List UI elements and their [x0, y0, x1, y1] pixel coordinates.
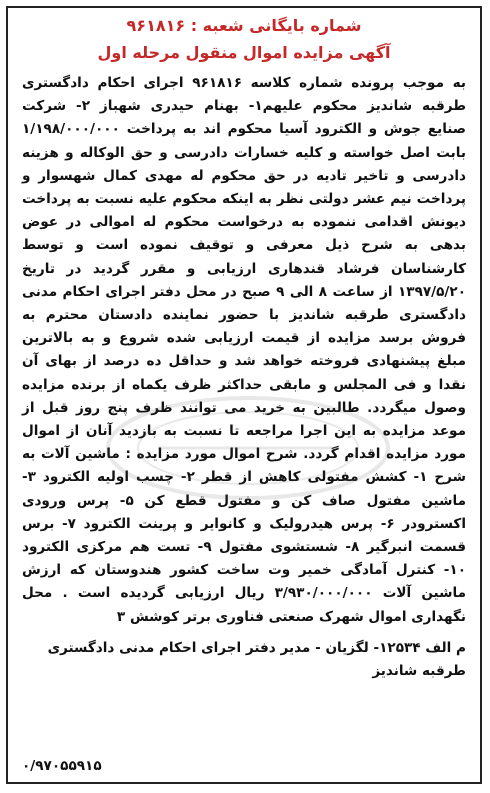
- notice-title: آگهی مزایده اموال منقول مرحله اول: [97, 43, 391, 62]
- notice-body: [8, 66, 480, 629]
- notice-signature: م الف ۱۲۵۳۴- لگزیان - مدیر دفتر اجرای احکام مدنی دادگستری طرقبه شاندیز: [47, 639, 466, 680]
- archive-number: شماره بایگانی شعبه : ۹۶۱۸۱۶: [126, 16, 362, 35]
- notice-body-text: به موجب پرونده شماره کلاسه ۹۶۱۸۱۶ اجرای احکام دادگستری طرقبه شاندیز محکوم علیهم۱- بهنام حیدری شهباز ۲- شرکت صنایع جوش و الکترود آسیا محکوم اند به پرداخت ۱/۱۹۸/۰۰۰/۰۰۰ بابت اصل خواسته و کلیه خسارات دادرسی و حق الوکاله و هزینه دادرسی و تاخیر تادیه در حق محکوم له مهدی کمال شهسوار و پرداخت نیم عشر دولتی نظر به اینکه محکوم علیه نسبت به پرداخت دیونش اقدامی ننموده به درخواست محکوم له اموالی در عوض بدهی به شرح ذیل معرفی و توقیف نموده است و توسط کارشناسان فرشاد قندهاری ارزیابی و مقرر گردید در تاریخ ۱۳۹۷/۵/۲۰ از ساعت ۸ الی ۹ صبح در محل دفتر اجرای احکام مدنی دادگستری طرقبه شاندیز با حضور نماینده دادستان محترم به فروش برسد مزایده از قیمت ارزیابی شده شروع و به بالاترین مبلغ پیشنهادی فروخته خواهد شد و حداقل ده درصد از بهای آن نقدا و فی المجلس و مابقی حداکثر ظرف یکماه از برنده مزایده وصول میگردد. طالبین به خرید می توانند ظرف پنج روز قبل از موعد مزایده به این اجرا مراجعه تا نسبت به بازدید آنان از اموال مورد مزایده اقدام گردد. شرح اموال مورد مزایده : ماشین آلات به شرح ۱- کشش مفتولی کاهش از قطر ۲- چسب اولیه الکترود ۳- ماشین مفتول صاف کن و مفتول قطع کن ۵- پرس ورودی اکسترودر ۶- پرس هیدرولیک و کانوایر و پرینت الکترود ۷- برس قسمت انبرگیر ۸- شستشوی مفتول ۹- تست هم مرکزی الکترود ۱۰- کنترل آمادگی خمیر وت ساخت کشور هندوستان که ارزش ماشین آلات ۳/۹۳۰/۰۰۰/۰۰۰ ریال ارزیابی گردیده است . محل نگهداری اموال شهرک صنعتی فناوری برتر کوشش ۳: [22, 75, 467, 625]
- notice-frame: [6, 6, 482, 784]
- notice-code: ۰/۹۷۰۵۵۹۱۵: [22, 758, 102, 774]
- notice-header: [8, 8, 480, 66]
